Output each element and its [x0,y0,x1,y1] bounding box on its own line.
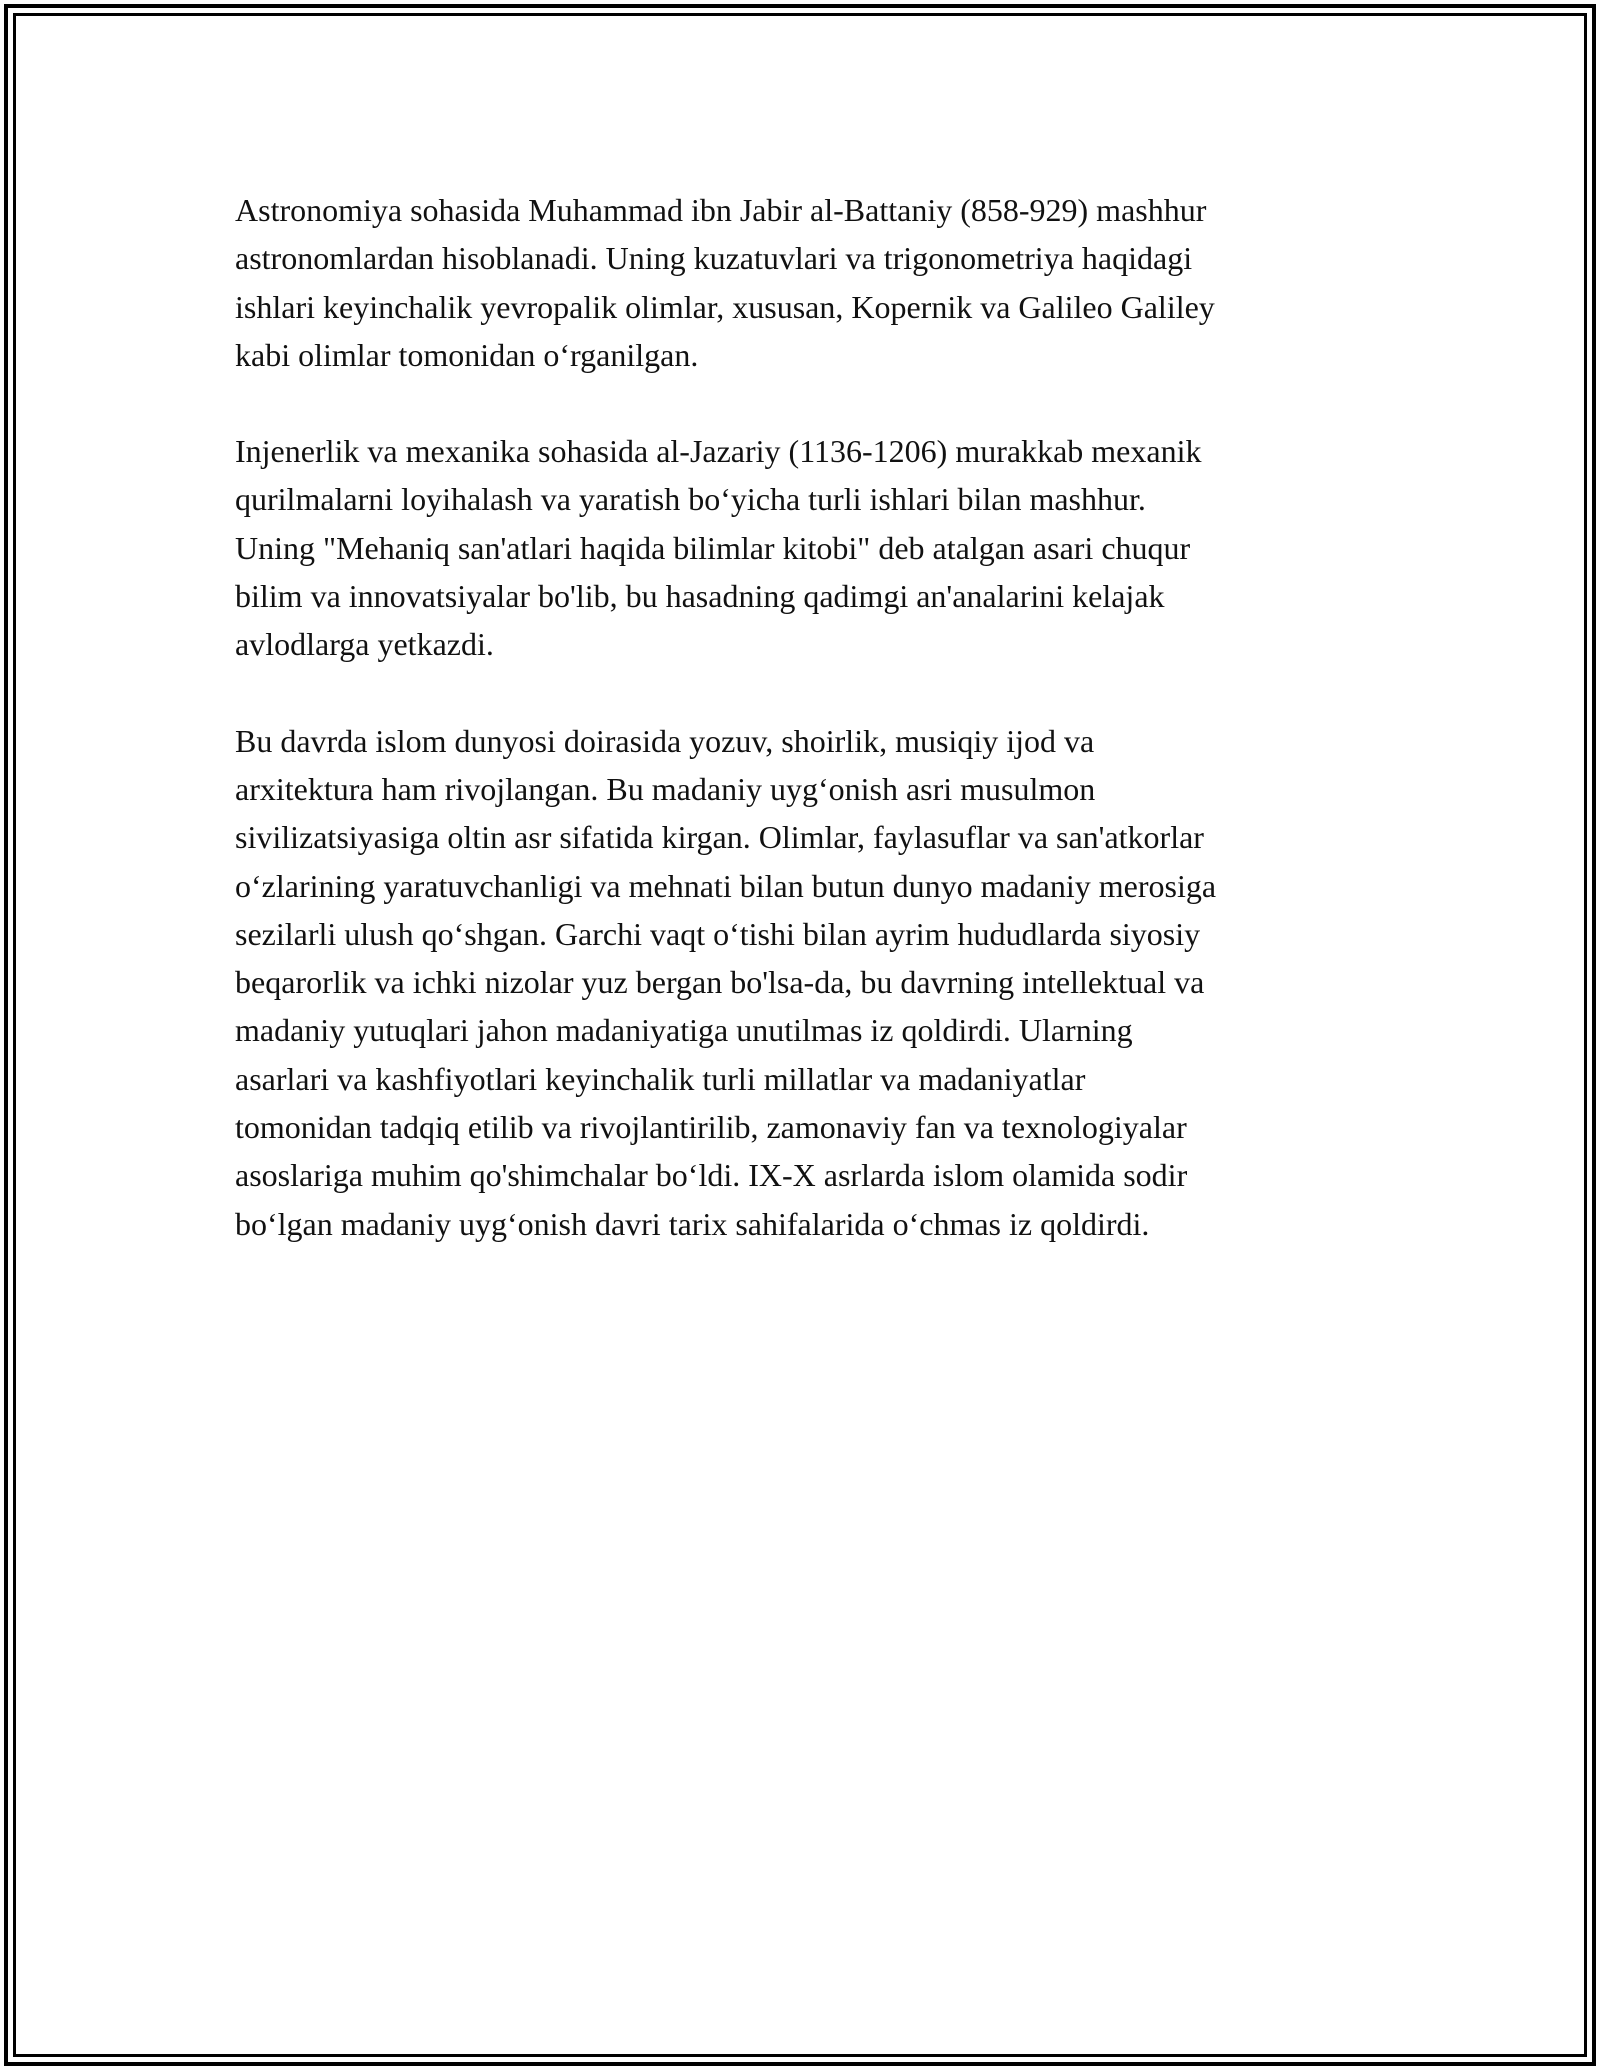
text-line: tomonidan tadqiq etilib va rivojlantirilib, zamonaviy fan va texnologiyalar [235,1109,1187,1146]
text-line: arxitektura ham rivojlangan. Bu madaniy uyg‘onish asri musulmon [235,770,1096,807]
document-body [235,186,1395,1296]
paragraph-astronomy [235,186,1395,379]
text-line: kabi olimlar tomonidan o‘rganilgan. [235,336,699,373]
text-line: Injenerlik va mexanika sohasida al-Jazariy (1136-1206) murakkab mexanik [235,433,1202,470]
text-line: bilim va innovatsiyalar bo'lib, bu hasadning qadimgi an'analarini kelajak [235,578,1165,615]
text-line: astronomlardan hisoblanadi. Uning kuzatuvlari va trigonometriya haqidagi [235,240,1193,277]
text-line: Uning "Mehaniq san'atlari haqida bilimlar kitobi" deb atalgan asari chuqur [235,529,1191,566]
paragraph-culture [235,717,1395,1248]
text-line: madaniy yutuqlari jahon madaniyatiga unutilmas iz qoldirdi. Ularning [235,1012,1133,1049]
text-line: asoslariga muhim qo'shimchalar bo‘ldi. IX-X asrlarda islom olamida sodir [235,1157,1188,1194]
text-line: beqarorlik va ichki nizolar yuz bergan bo'lsa-da, bu davrning intellektual va [235,964,1205,1001]
text-line: avlodlarga yetkazdi. [235,626,494,663]
text-line: sezilarli ulush qo‘shgan. Garchi vaqt o‘tishi bilan ayrim hududlarda siyosiy [235,915,1201,952]
text-line: sivilizatsiyasiga oltin asr sifatida kirgan. Olimlar, faylasuflar va san'atkorlar [235,819,1204,856]
text-line: Astronomiya sohasida Muhammad ibn Jabir al-Battaniy (858-929) mashhur [235,192,1207,228]
text-line: bo‘lgan madaniy uyg‘onish davri tarix sahifalarida o‘chmas iz qoldirdi. [235,1205,1150,1242]
text-line: Bu davrda islom dunyosi doirasida yozuv, shoirlik, musiqiy ijod va [235,722,1095,759]
text-line: ishlari keyinchalik yevropalik olimlar, xususan, Kopernik va Galileo Galiley [235,288,1215,325]
text-line: asarlari va kashfiyotlari keyinchalik turli millatlar va madaniyatlar [235,1060,1086,1097]
text-line: qurilmalarni loyihalash va yaratish bo‘yicha turli ishlari bilan mashhur. [235,481,1146,518]
paragraph-engineering [235,427,1395,668]
text-line: o‘zlarining yaratuvchanligi va mehnati bilan butun dunyo madaniy merosiga [235,867,1217,904]
